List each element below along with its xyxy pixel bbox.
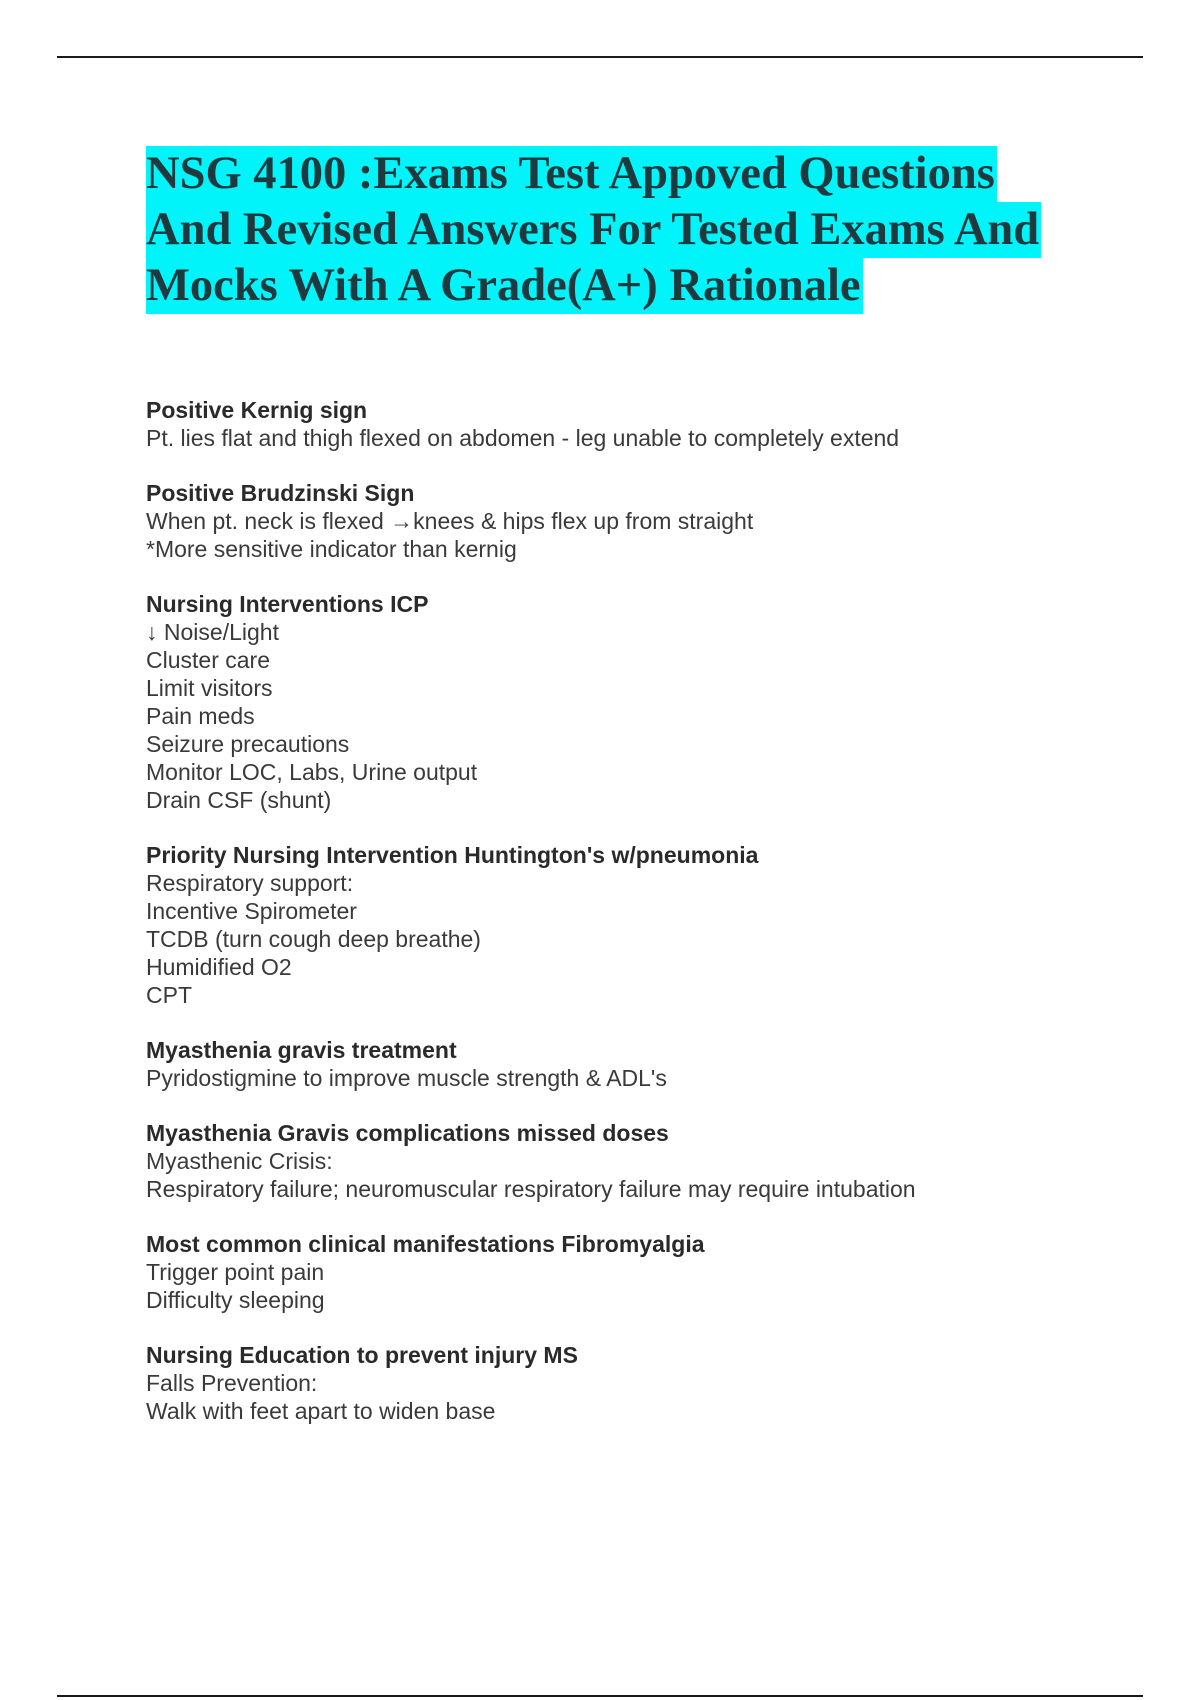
answer-line: Myasthenic Crisis: <box>146 1148 333 1174</box>
answer-line: Seizure precautions <box>146 731 350 757</box>
answer-line: Falls Prevention: <box>146 1370 318 1396</box>
qa-item <box>146 590 1146 814</box>
answer-line: Pain meds <box>146 703 255 729</box>
qa-item <box>146 1230 1146 1314</box>
answer-line: Humidified O2 <box>146 954 292 980</box>
answer-line: Respiratory support: <box>146 870 354 896</box>
question-heading: Positive Kernig sign <box>146 397 368 423</box>
answer-line: Drain CSF (shunt) <box>146 787 332 813</box>
document-title <box>146 146 1106 314</box>
answer-line: Cluster care <box>146 647 270 673</box>
question-heading: Most common clinical manifestations Fibromyalgia <box>146 1231 705 1257</box>
answer-line: Walk with feet apart to widen base <box>146 1398 496 1424</box>
qa-item <box>146 1036 1146 1092</box>
qa-item <box>146 479 1146 563</box>
answer-line: Incentive Spirometer <box>146 898 357 924</box>
qa-list <box>146 396 1146 1452</box>
qa-item <box>146 1341 1146 1425</box>
question-heading: Nursing Education to prevent injury MS <box>146 1342 578 1368</box>
answer-line: Respiratory failure; neuromuscular respiratory failure may require intubation <box>146 1176 916 1202</box>
question-heading: Myasthenia gravis treatment <box>146 1037 457 1063</box>
answer-line: Limit visitors <box>146 675 273 701</box>
answer-line: Difficulty sleeping <box>146 1287 325 1313</box>
qa-item <box>146 396 1146 452</box>
answer-line: TCDB (turn cough deep breathe) <box>146 926 481 952</box>
question-heading: Positive Brudzinski Sign <box>146 480 415 506</box>
title-line: NSG 4100 :Exams Test Appoved Questions <box>146 146 997 202</box>
answer-line: Trigger point pain <box>146 1259 325 1285</box>
answer-line: Monitor LOC, Labs, Urine output <box>146 759 478 785</box>
question-heading: Myasthenia Gravis complications missed doses <box>146 1120 669 1146</box>
answer-line: Pyridostigmine to improve muscle strength & ADL's <box>146 1065 667 1091</box>
title-line: And Revised Answers For Tested Exams And <box>146 202 1041 258</box>
answer-line: Pt. lies flat and thigh flexed on abdomen - leg unable to completely extend <box>146 425 900 451</box>
qa-item <box>146 841 1146 1009</box>
header-rule <box>57 56 1143 58</box>
answer-line: CPT <box>146 982 192 1008</box>
footer-rule <box>57 1695 1143 1697</box>
question-heading: Nursing Interventions ICP <box>146 591 429 617</box>
answer-line: ↓ Noise/Light <box>146 619 279 645</box>
qa-item <box>146 1119 1146 1203</box>
question-heading: Priority Nursing Intervention Huntington's w/pneumonia <box>146 842 759 868</box>
answer-line: *More sensitive indicator than kernig <box>146 536 517 562</box>
answer-line: When pt. neck is flexed →knees & hips flex up from straight <box>146 508 754 534</box>
title-line: Mocks With A Grade(A+) Rationale <box>146 258 863 314</box>
